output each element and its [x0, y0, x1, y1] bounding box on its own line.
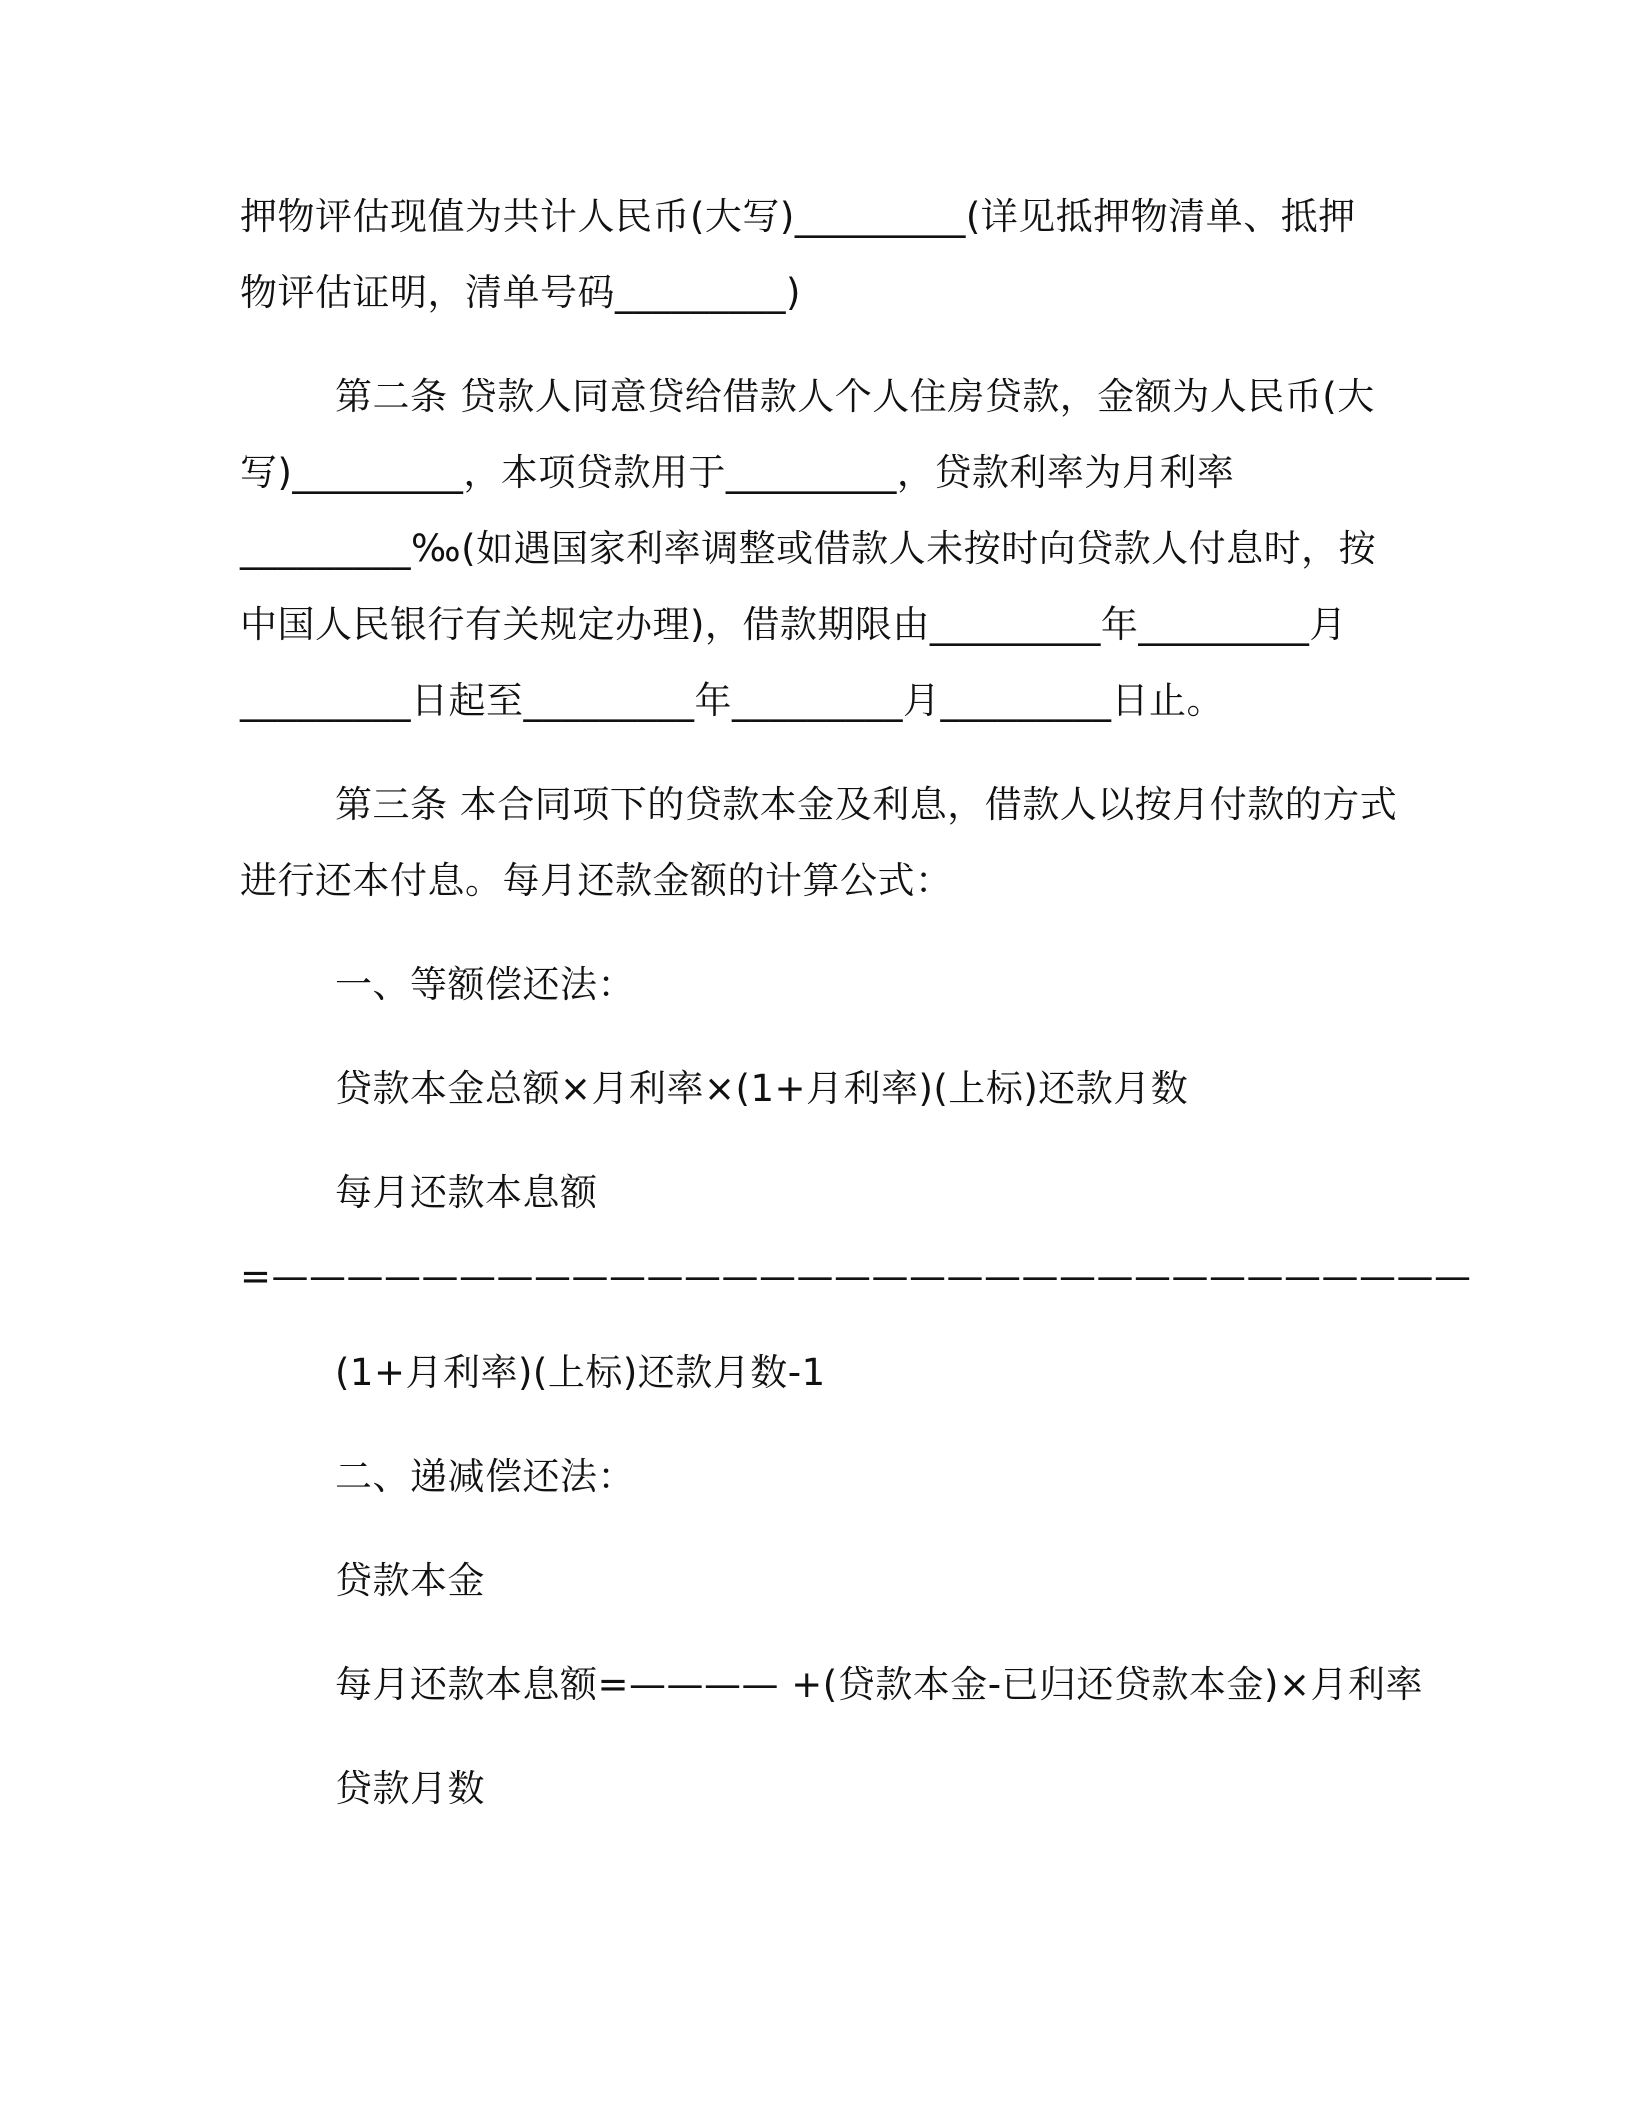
- text-line: 进行还本付息。每月还款金额的计算公式：: [240, 859, 953, 902]
- formula-label: 每月还款本息额: [335, 1171, 598, 1214]
- formula-numerator: 贷款本金: [335, 1559, 485, 1602]
- method-heading-1: 一、等额偿还法：: [335, 963, 635, 1006]
- clause-heading-2: 第二条 贷款人同意贷给借款人个人住房贷款，金额为人民币(大: [335, 375, 1375, 418]
- formula-fraction-bar: =————————————————————————————————: [240, 1255, 1472, 1298]
- text-line: 写)_________，本项贷款用于_________，贷款利率为月利率: [240, 451, 1235, 494]
- formula-numerator: 贷款本金总额×月利率×(1+月利率)(上标)还款月数: [335, 1067, 1189, 1110]
- text-line: 押物评估现值为共计人民币(大写)_________(详见抵押物清单、抵押: [240, 195, 1356, 238]
- formula-denominator: (1+月利率)(上标)还款月数-1: [335, 1351, 826, 1394]
- formula-expression: 每月还款本息额=———— +(贷款本金-已归还贷款本金)×月利率: [335, 1663, 1423, 1706]
- text-line: 物评估证明，清单号码_________): [240, 271, 801, 314]
- text-line: _________日起至_________年_________月_________日止。: [240, 679, 1224, 722]
- text-line: _________‰(如遇国家利率调整或借款人未按时向贷款人付息时，按: [240, 527, 1377, 570]
- clause-heading-3: 第三条 本合同项下的贷款本金及利息，借款人以按月付款的方式: [335, 783, 1398, 826]
- text-line: 中国人民银行有关规定办理)，借款期限由_________年_________月: [240, 603, 1347, 646]
- method-heading-2: 二、递减偿还法：: [335, 1455, 635, 1498]
- formula-denominator: 贷款月数: [335, 1767, 485, 1810]
